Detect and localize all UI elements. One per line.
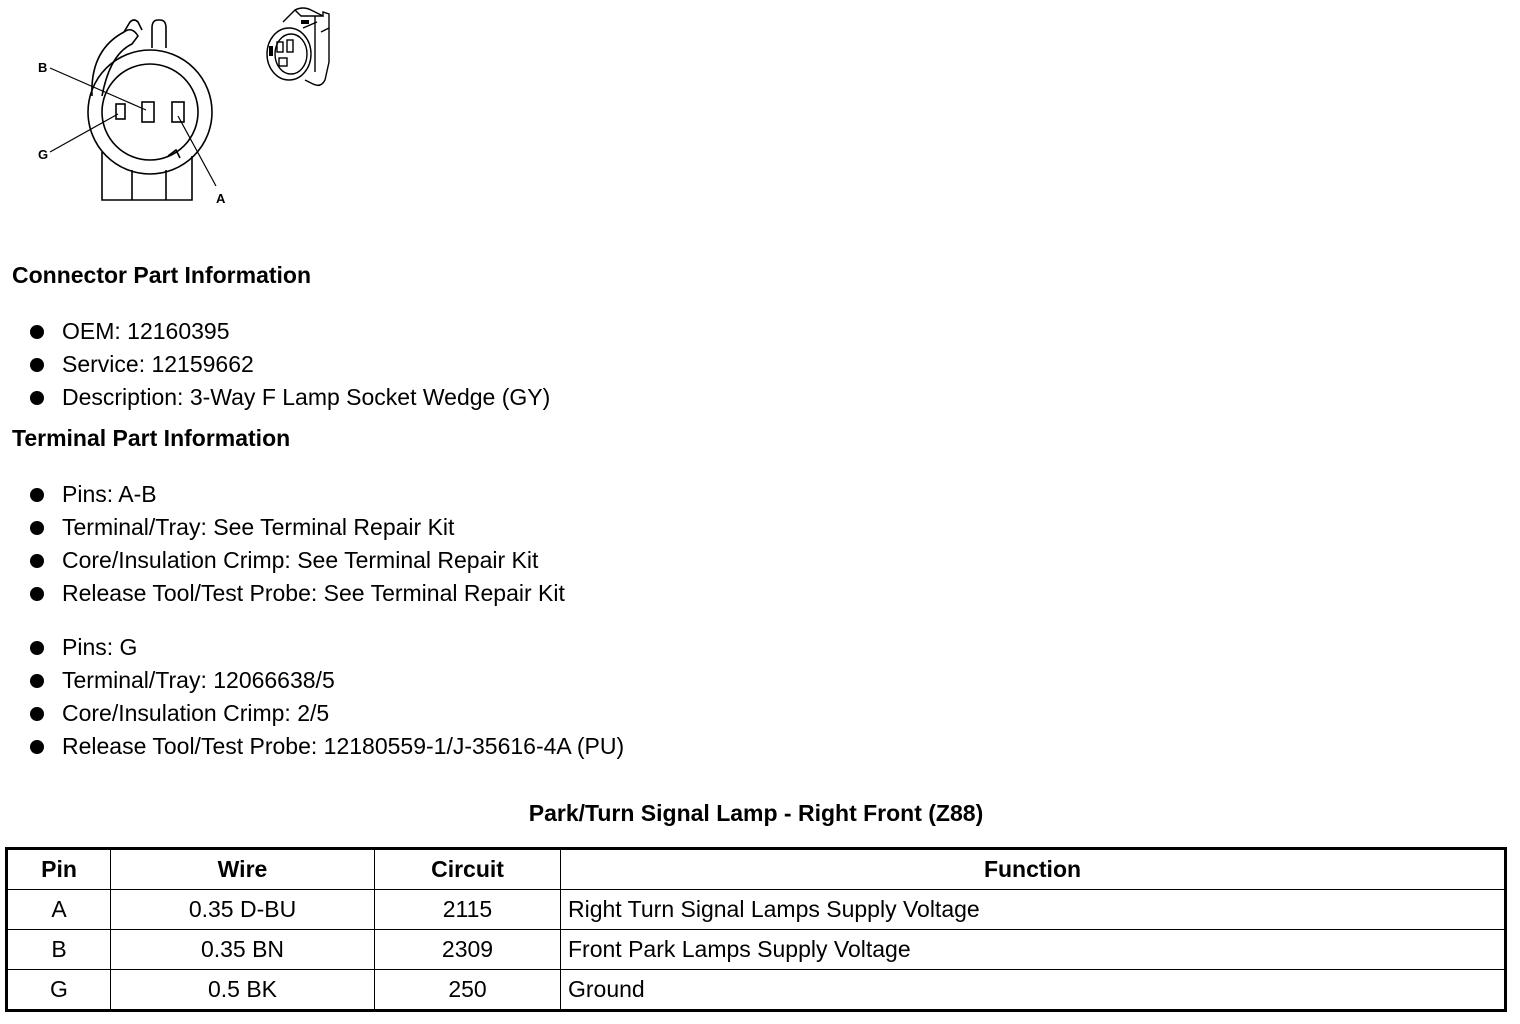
list-item: Terminal/Tray: 12066638/5 (28, 664, 624, 697)
pin-label-a: A (216, 191, 226, 206)
list-item: Service: 12159662 (28, 348, 550, 381)
cell-circuit: 2309 (375, 930, 561, 970)
column-header-pin: Pin (7, 849, 111, 890)
cell-pin: G (7, 970, 111, 1011)
connector-info-list (28, 315, 550, 414)
cell-function: Right Turn Signal Lamps Supply Voltage (561, 890, 1506, 930)
column-header-function: Function (561, 849, 1506, 890)
pinout-table (5, 847, 1507, 1012)
list-item: Terminal/Tray: See Terminal Repair Kit (28, 511, 565, 544)
connector-info-heading: Connector Part Information (12, 262, 312, 288)
list-item: Release Tool/Test Probe: See Terminal Repair Kit (28, 577, 565, 610)
terminal-info-list-pins-g (28, 631, 624, 763)
table-row (7, 930, 1506, 970)
cell-circuit: 2115 (375, 890, 561, 930)
list-item: Pins: A-B (28, 478, 565, 511)
connector-3d-view (255, 2, 345, 94)
column-header-wire: Wire (111, 849, 375, 890)
list-item: Core/Insulation Crimp: 2/5 (28, 697, 624, 730)
cell-function: Ground (561, 970, 1506, 1011)
list-item: OEM: 12160395 (28, 315, 550, 348)
pin-label-b: B (38, 60, 48, 75)
cell-wire: 0.35 D-BU (111, 890, 375, 930)
cell-circuit: 250 (375, 970, 561, 1011)
connector-face-diagram (20, 0, 250, 215)
list-item: Description: 3-Way F Lamp Socket Wedge (GY) (28, 381, 550, 414)
terminal-info-list-pins-a-b (28, 478, 565, 610)
list-item: Pins: G (28, 631, 624, 664)
list-item: Core/Insulation Crimp: See Terminal Repair Kit (28, 544, 565, 577)
table-row (7, 970, 1506, 1011)
cell-wire: 0.5 BK (111, 970, 375, 1011)
table-header-row (7, 849, 1506, 890)
cell-pin: B (7, 930, 111, 970)
pin-label-g: G (38, 147, 49, 162)
table-row (7, 890, 1506, 930)
pinout-table-title: Park/Turn Signal Lamp - Right Front (Z88) (528, 800, 984, 826)
cell-pin: A (7, 890, 111, 930)
cell-wire: 0.35 BN (111, 930, 375, 970)
terminal-info-heading: Terminal Part Information (12, 425, 291, 451)
list-item: Release Tool/Test Probe: 12180559-1/J-35616-4A (PU) (28, 730, 624, 763)
cell-function: Front Park Lamps Supply Voltage (561, 930, 1506, 970)
column-header-circuit: Circuit (375, 849, 561, 890)
